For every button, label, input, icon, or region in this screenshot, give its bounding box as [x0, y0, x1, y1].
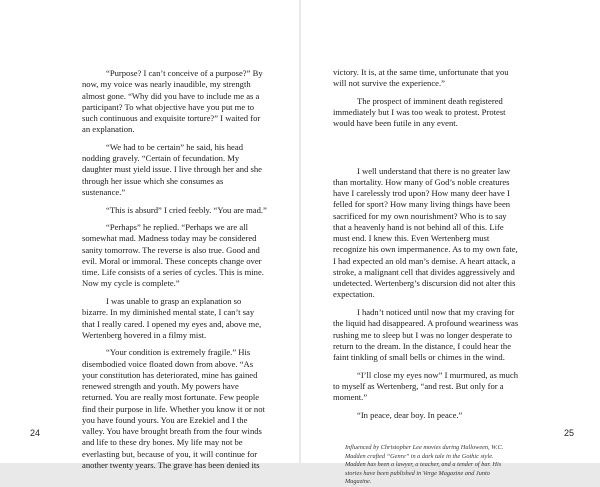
paragraph: “Perhaps” he replied. “Perhaps we are all somewhat mad. Madness today may be considered sanity tomorrow. The reverse is also true. Good and evil. Moral or immoral. These concepts change over time. Life consists of a series of cycles. This is mine. Now my cycle is complete.” — [82, 222, 264, 289]
paragraph: “We had to be certain” he said, his head nodding gravely. “Certain of fecundation. My daughter must yield issue. I live through her and she through her issue which she consumes as sustenance.” — [82, 141, 262, 197]
paragraph: I hadn’t noticed until now that my craving for the liquid had disappeared. A profound weariness was rushing me to sleep but I was no longer desperate to return to the dream. In the distance, I could hear the faint tinkling of small bells or chimes in the wind. — [333, 307, 519, 363]
right-page — [300, 0, 600, 486]
paragraph: The prospect of imminent death registered immediately but I was too weak to protest. Protest would have been futile in any event. — [333, 95, 506, 129]
paragraph: “This is absurd” I cried feebly. “You are mad.” — [106, 204, 267, 215]
paragraph: I was unable to grasp an explanation so bizarre. In my diminished mental state, I can’t say that I really cared. I opened my eyes and, above me, Wertenberg hovered in a filmy mist. — [82, 296, 262, 340]
paragraph: I well understand that there is no greater law than mortality. How many of God’s noble creatures have I carelessly trod upon? How many deer have I felled for sport? How many living things have been sacrificed for my own nourishment? Who is to say that a heavenly hand is not behind all of this. Life must end. I knew this. Even Wertenberg must recognize his own impermanence. As to my own fate, I had expected an old man’s demise. A heart attack, a stroke, a malignant cell that divides aggressively and undetected. Wertenberg’s discursion did not alter this expectation. — [333, 165, 518, 300]
left-page-text — [82, 68, 267, 478]
paragraph: “In peace, dear boy. In peace.” — [357, 409, 463, 420]
paragraph: “Your condition is extremely fragile.” His disembodied voice floated down from above. “As your constitution has deteriorated, mine has gained renewed strength and youth. My powers have returned. You are really most fortunate. Few people find their purpose in life. Whether you know it or not you have found yours. You are Ezekiel and I the valley. You have brought breath from the four winds and life to these dry bones. My life may not be everlasting but, because of you, it will continue for another twenty years. The grave has been denied its — [82, 347, 265, 470]
author-note: Influenced by Christopher Lee movies during Halloween, W.C. Madden crafted “Genre” in a dark tale in the Gothic style. Madden has been a lawyer, a teacher, and a tender of bar. His stories have been published in Verge Magazine and Junto Magazine. — [345, 444, 504, 486]
page-number-right: 25 — [564, 428, 575, 438]
paragraph: victory. It is, at the same time, unfortunate that you will not survive the experience.” — [333, 67, 509, 89]
paragraph: “Purpose? I can’t conceive of a purpose?” By now, my voice was nearly inaudible, my strength almost gone. “Why did you have to include me as a participant? To what objective have you put me to such continuous and exquisite torture?” I waited for an explanation. — [82, 68, 263, 135]
page-number-left: 24 — [30, 428, 41, 438]
right-page-text — [333, 67, 521, 487]
left-page — [0, 0, 300, 470]
paragraph: “I’ll close my eyes now” I murmured, as much to myself as Wertenberg, “and rest. But only for a moment.” — [333, 369, 519, 403]
